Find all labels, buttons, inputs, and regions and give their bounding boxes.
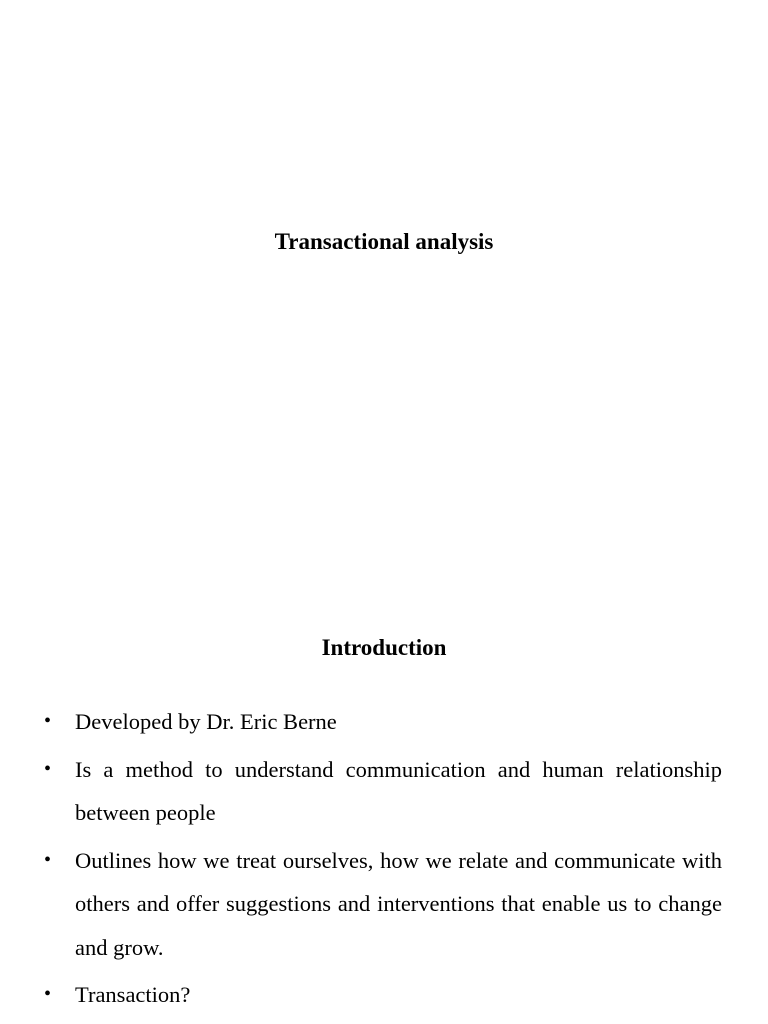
section-heading-introduction: Introduction: [321, 635, 447, 660]
bullet-icon: •: [44, 848, 52, 871]
list-item-text: Is a method to understand communication and human relationship between people: [75, 756, 722, 825]
bullet-icon: •: [44, 710, 52, 732]
bullet-icon: •: [44, 757, 52, 780]
list-item-text: Transaction?: [75, 982, 191, 1007]
list-item-text: Outlines how we treat ourselves, how we relate and communicate with others and offer suggestions and interventions that enable us to change and grow.: [75, 847, 722, 960]
bullet-icon: •: [44, 983, 52, 1005]
list-item: [40, 973, 722, 1017]
document-title: Transactional analysis: [274, 229, 494, 254]
list-item: [40, 839, 722, 970]
introduction-bullet-list: [40, 700, 722, 1021]
list-item-text: Developed by Dr. Eric Berne: [75, 709, 337, 734]
list-item: [40, 748, 722, 835]
list-item: [40, 700, 722, 744]
